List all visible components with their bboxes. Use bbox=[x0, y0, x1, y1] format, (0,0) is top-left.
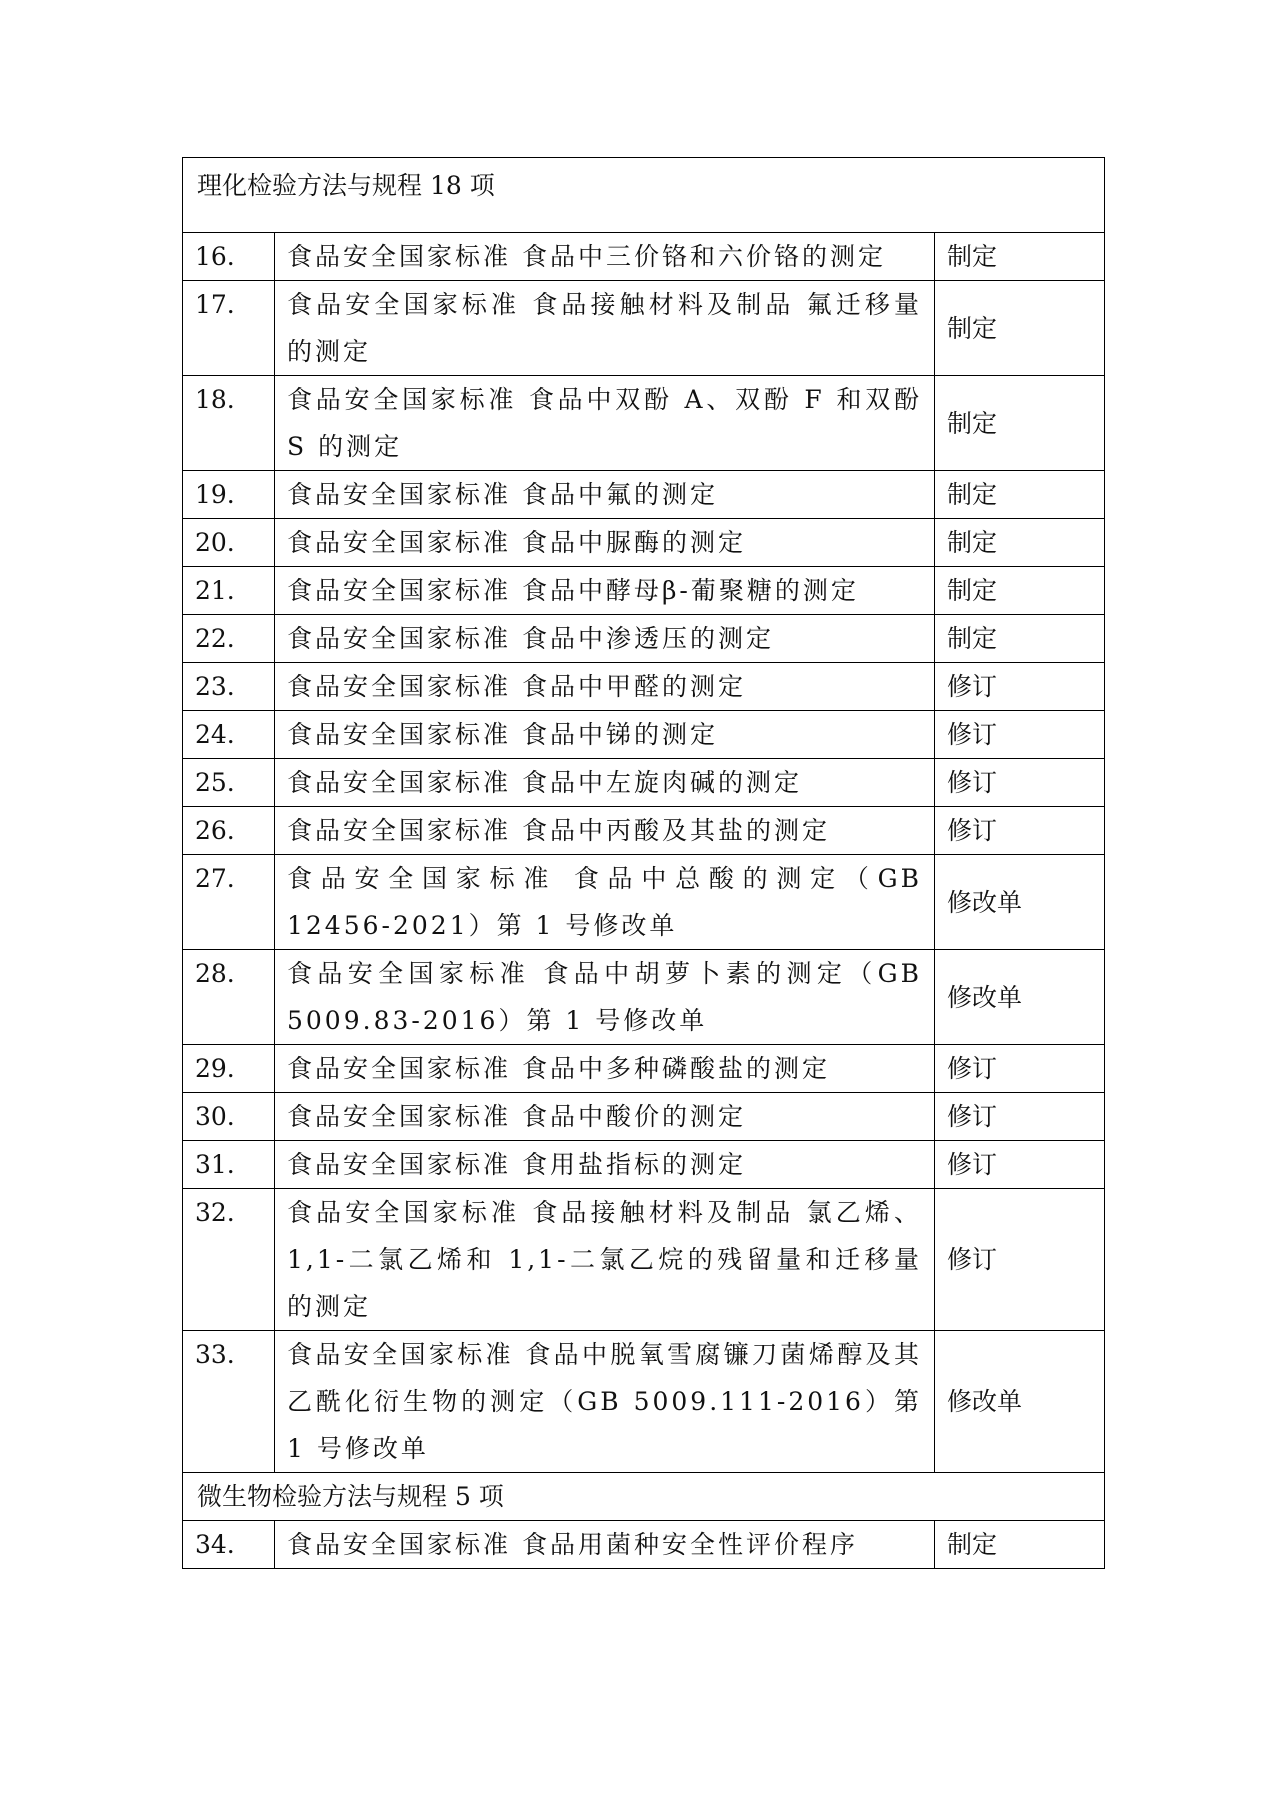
item-number: 33. bbox=[183, 1331, 275, 1473]
table-row bbox=[183, 1093, 1105, 1141]
standard-title-cell bbox=[275, 376, 935, 471]
item-number: 26. bbox=[183, 807, 275, 855]
table-row bbox=[183, 759, 1105, 807]
standard-title-cell bbox=[275, 471, 935, 519]
revision-type: 制定 bbox=[935, 567, 1105, 615]
section-header-row bbox=[183, 158, 1105, 233]
standard-title-cell bbox=[275, 759, 935, 807]
standard-title: 食品安全国家标准 食品中双酚 A、双酚 F 和双酚 S 的测定 bbox=[287, 385, 922, 461]
item-number: 23. bbox=[183, 663, 275, 711]
standard-title-cell bbox=[275, 1331, 935, 1473]
item-number: 27. bbox=[183, 855, 275, 950]
standard-title: 食品安全国家标准 食品中锑的测定 bbox=[287, 720, 718, 749]
revision-type: 修订 bbox=[935, 1045, 1105, 1093]
standard-title-cell bbox=[275, 950, 935, 1045]
standard-title-cell bbox=[275, 1093, 935, 1141]
item-number: 29. bbox=[183, 1045, 275, 1093]
item-number: 25. bbox=[183, 759, 275, 807]
revision-type: 制定 bbox=[935, 1521, 1105, 1569]
standard-title-cell bbox=[275, 615, 935, 663]
item-number: 32. bbox=[183, 1189, 275, 1331]
table-row bbox=[183, 1141, 1105, 1189]
section-heading: 微生物检验方法与规程 5 项 bbox=[183, 1473, 1105, 1521]
item-number: 30. bbox=[183, 1093, 275, 1141]
revision-type: 修改单 bbox=[935, 855, 1105, 950]
standard-title: 食品安全国家标准 食品中胡萝卜素的测定（GB 5009.83-2016）第 1 号修改单 bbox=[287, 959, 922, 1035]
item-number: 19. bbox=[183, 471, 275, 519]
standard-title: 食品安全国家标准 食用盐指标的测定 bbox=[287, 1150, 746, 1179]
revision-type: 修订 bbox=[935, 1141, 1105, 1189]
standard-title: 食品安全国家标准 食品中总酸的测定（GB 12456-2021）第 1 号修改单 bbox=[287, 864, 922, 940]
revision-type: 修订 bbox=[935, 759, 1105, 807]
standard-title: 食品安全国家标准 食品接触材料及制品 氟迁移量的测定 bbox=[287, 290, 922, 366]
standard-title: 食品安全国家标准 食品中氟的测定 bbox=[287, 480, 718, 509]
revision-type: 修订 bbox=[935, 711, 1105, 759]
standard-title: 食品安全国家标准 食品中左旋肉碱的测定 bbox=[287, 768, 802, 797]
standard-title-cell bbox=[275, 1141, 935, 1189]
standard-title: 食品安全国家标准 食品中脲酶的测定 bbox=[287, 528, 746, 557]
table-row bbox=[183, 663, 1105, 711]
revision-type: 修改单 bbox=[935, 1331, 1105, 1473]
table-row bbox=[183, 615, 1105, 663]
item-number: 28. bbox=[183, 950, 275, 1045]
table-row bbox=[183, 376, 1105, 471]
revision-type: 修订 bbox=[935, 663, 1105, 711]
revision-type: 制定 bbox=[935, 281, 1105, 376]
revision-type: 制定 bbox=[935, 233, 1105, 281]
standard-title-cell bbox=[275, 1521, 935, 1569]
item-number: 21. bbox=[183, 567, 275, 615]
table-row bbox=[183, 233, 1105, 281]
standard-title: 食品安全国家标准 食品中酵母β-葡聚糖的测定 bbox=[287, 576, 859, 605]
table-row bbox=[183, 281, 1105, 376]
standard-title: 食品安全国家标准 食品中三价铬和六价铬的测定 bbox=[287, 242, 886, 271]
standard-title-cell bbox=[275, 281, 935, 376]
standard-title-cell bbox=[275, 1045, 935, 1093]
table-row bbox=[183, 1331, 1105, 1473]
section-header-row bbox=[183, 1473, 1105, 1521]
revision-type: 修改单 bbox=[935, 950, 1105, 1045]
standard-title: 食品安全国家标准 食品中脱氧雪腐镰刀菌烯醇及其乙酰化衍生物的测定（GB 5009.111-2016）第 1 号修改单 bbox=[287, 1340, 922, 1463]
standard-title-cell bbox=[275, 567, 935, 615]
table-row bbox=[183, 567, 1105, 615]
revision-type: 制定 bbox=[935, 519, 1105, 567]
item-number: 17. bbox=[183, 281, 275, 376]
standard-title-cell bbox=[275, 855, 935, 950]
revision-type: 制定 bbox=[935, 615, 1105, 663]
item-number: 24. bbox=[183, 711, 275, 759]
section-heading: 理化检验方法与规程 18 项 bbox=[183, 158, 1105, 233]
table-row bbox=[183, 855, 1105, 950]
revision-type: 制定 bbox=[935, 471, 1105, 519]
table-row bbox=[183, 1189, 1105, 1331]
table-row bbox=[183, 1521, 1105, 1569]
table-row bbox=[183, 950, 1105, 1045]
standard-title: 食品安全国家标准 食品中甲醛的测定 bbox=[287, 672, 746, 701]
table-row bbox=[183, 471, 1105, 519]
revision-type: 修订 bbox=[935, 807, 1105, 855]
table-row bbox=[183, 711, 1105, 759]
standard-title-cell bbox=[275, 233, 935, 281]
item-number: 18. bbox=[183, 376, 275, 471]
item-number: 20. bbox=[183, 519, 275, 567]
standards-table bbox=[182, 157, 1105, 1569]
standard-title-cell bbox=[275, 519, 935, 567]
standard-title: 食品安全国家标准 食品中酸价的测定 bbox=[287, 1102, 746, 1131]
table-row bbox=[183, 1045, 1105, 1093]
standard-title: 食品安全国家标准 食品中渗透压的测定 bbox=[287, 624, 774, 653]
standard-title-cell bbox=[275, 807, 935, 855]
revision-type: 修订 bbox=[935, 1093, 1105, 1141]
standard-title-cell bbox=[275, 711, 935, 759]
standard-title: 食品安全国家标准 食品中多种磷酸盐的测定 bbox=[287, 1054, 830, 1083]
item-number: 31. bbox=[183, 1141, 275, 1189]
revision-type: 修订 bbox=[935, 1189, 1105, 1331]
standard-title: 食品安全国家标准 食品中丙酸及其盐的测定 bbox=[287, 816, 830, 845]
table-body bbox=[183, 158, 1105, 1569]
item-number: 16. bbox=[183, 233, 275, 281]
standard-title-cell bbox=[275, 1189, 935, 1331]
table-row bbox=[183, 519, 1105, 567]
revision-type: 制定 bbox=[935, 376, 1105, 471]
item-number: 22. bbox=[183, 615, 275, 663]
table-row bbox=[183, 807, 1105, 855]
standard-title: 食品安全国家标准 食品用菌种安全性评价程序 bbox=[287, 1530, 858, 1559]
item-number: 34. bbox=[183, 1521, 275, 1569]
standard-title: 食品安全国家标准 食品接触材料及制品 氯乙烯、1,1-二氯乙烯和 1,1-二氯乙烷的残留量和迁移量的测定 bbox=[287, 1198, 922, 1321]
standard-title-cell bbox=[275, 663, 935, 711]
